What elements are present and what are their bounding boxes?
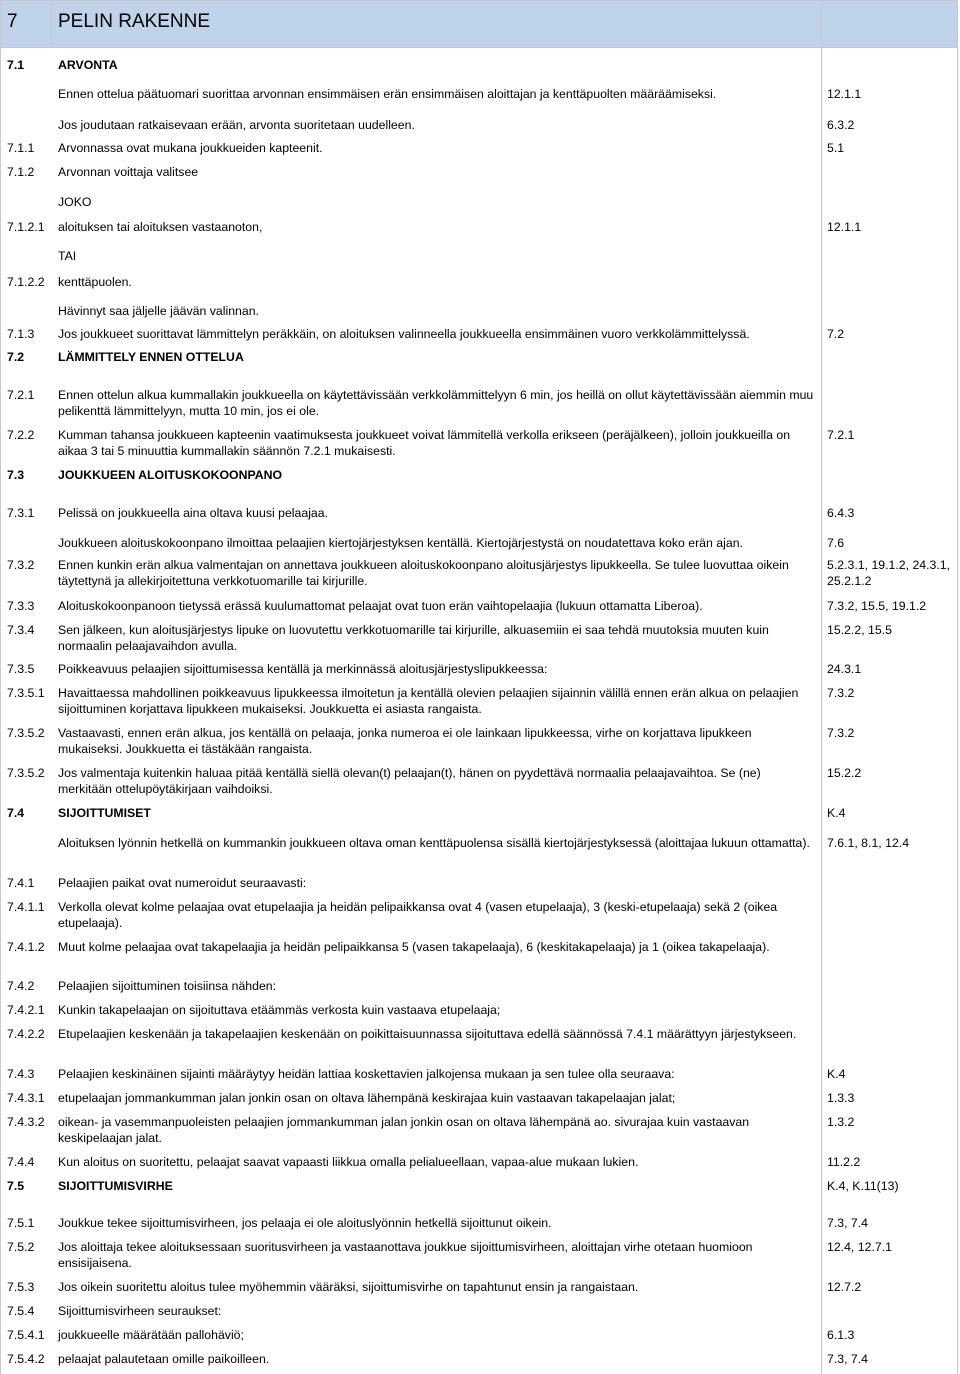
rule-number: 7.2.1 <box>7 388 35 402</box>
chapter-number: 7 <box>7 11 18 32</box>
rule-text: Etupelaajien keskenään ja takapelaajien keskenään on poikittaisuunnassa sijoituttava edellä säännössä 7.4.1 määrättyyn järjestykseen. <box>58 1027 797 1041</box>
rule-text: Ennen kunkin erän alkua valmentajan on annettava joukkueen aloituskokoonpano aloitusjärjestys lipukkeella. Se tulee luovuttaa oikein täytettynä ja allekirjoitettuna verkkotuomarille tai kirjurille. <box>58 558 789 588</box>
rule-text: SIJOITTUMISVIRHE <box>58 1179 173 1193</box>
table-border-right <box>957 46 958 1374</box>
rule-text: JOKO <box>58 195 92 209</box>
rule-text: Poikkeavuus pelaajien sijoittumisessa kentällä ja merkinnässä aloitusjärjestyslipukkeessa: <box>58 662 548 676</box>
rule-reference: 15.2.2 <box>827 766 862 780</box>
rule-number: 7.1.2.1 <box>7 220 45 234</box>
rule-text: Verkolla olevat kolme pelaajaa ovat etupelaajia ja heidän pelipaikkansa ovat 4 (vasen etupelaaja), 3 (keski-etupelaaja) sekä 2 (oikea etupelaaja). <box>58 900 778 930</box>
rule-text: kenttäpuolen. <box>58 275 132 289</box>
rule-reference: 7.2 <box>827 327 845 341</box>
rule-reference: 7.3, 7.4 <box>827 1352 869 1366</box>
rule-text: Jos joudutaan ratkaisevaan erään, arvonta suoritetaan uudelleen. <box>58 118 415 132</box>
rule-text: Hävinnyt saa jäljelle jäävän valinnan. <box>58 304 259 318</box>
rule-number: 7.4.1 <box>7 876 35 890</box>
rule-text: Vastaavasti, ennen erän alkua, jos kentällä on pelaaja, jonka numeroa ei ole lainkaan lipukkeessa, virhe on korjattava lipukkeen mukaiseksi. Joukkuetta ei tästäkään rangaista. <box>58 726 752 756</box>
rule-text: Arvonnan voittaja valitsee <box>58 165 199 179</box>
rule-reference: 7.6.1, 8.1, 12.4 <box>827 836 910 850</box>
rule-reference: 12.1.1 <box>827 87 862 101</box>
rule-reference: K.4, K.11(13) <box>827 1179 899 1193</box>
rule-reference: 7.3.2, 15.5, 19.1.2 <box>827 599 927 613</box>
column-divider-refs <box>821 46 822 1374</box>
rule-number: 7.4.2.1 <box>7 1003 45 1017</box>
rule-number: 7.3.5.2 <box>7 766 45 780</box>
rule-reference: 1.3.3 <box>827 1091 855 1105</box>
rule-text: Havaittaessa mahdollinen poikkeavuus lipukkeessa ilmoitetun ja kentällä olevien pelaajien sijainnin välillä ennen erän alkua on pelaajien sijoittuminen korjattava lipukkeen mukaiseksi. Joukkuetta ei asiasta rangaista. <box>58 686 799 716</box>
rule-text: JOUKKUEEN ALOITUSKOKOONPANO <box>58 468 283 482</box>
rule-text: Jos valmentaja kuitenkin haluaa pitää kentällä siellä olevan(t) pelaajan(t), hänen on pyydettävä normaalia pelaajavaihtoa. Se (ne) merkitään ottelupöytäkirjaan vaihdoiksi. <box>58 766 761 796</box>
rule-reference: 12.1.1 <box>827 220 862 234</box>
rule-text: Jos oikein suoritettu aloitus tulee myöhemmin vääräksi, sijoittumisvirhe on tapahtunut ensin ja rangaistaan. <box>58 1280 639 1294</box>
rule-number: 7.3.5 <box>7 662 35 676</box>
rule-reference: 6.3.2 <box>827 118 855 132</box>
rule-text: Arvonnassa ovat mukana joukkueiden kapteenit. <box>58 141 323 155</box>
rule-number: 7.4.2 <box>7 979 35 993</box>
rule-reference: 7.3, 7.4 <box>827 1216 869 1230</box>
rule-reference: 12.4, 12.7.1 <box>827 1240 892 1254</box>
rule-text: Kunkin takapelaajan on sijoituttava etäämmäs verkosta kuin vastaava etupelaaja; <box>58 1003 501 1017</box>
rule-text: ARVONTA <box>58 58 118 72</box>
chapter-header <box>0 0 958 48</box>
rule-number: 7.1.1 <box>7 141 35 155</box>
rule-text: Pelaajien sijoittuminen toisiinsa nähden: <box>58 979 277 993</box>
rule-reference: 12.7.2 <box>827 1280 862 1294</box>
rule-number: 7.3 <box>7 468 25 482</box>
rule-number: 7.1.2 <box>7 165 35 179</box>
rule-number: 7.3.5.2 <box>7 726 45 740</box>
rule-reference: 24.3.1 <box>827 662 862 676</box>
rule-text: joukkueelle määrätään pallohäviö; <box>58 1328 244 1342</box>
rule-text: Jos aloittaja tekee aloituksessaan suoritusvirheen ja vastaanottava joukkue sijoittumisvirheen, aloittajan virhe otetaan huomioon ensisijaisena. <box>58 1240 753 1270</box>
rule-number: 7.1 <box>7 58 25 72</box>
rule-reference: 5.2.3.1, 19.1.2, 24.3.1, 25.2.1.2 <box>827 558 951 588</box>
rule-number: 7.3.1 <box>7 506 35 520</box>
rule-text: Sen jälkeen, kun aloitusjärjestys lipuke on luovutettu verkkotuomarille tai kirjurille, alkuasemiin ei saa tehdä muutoksia muuten kuin normaalin pelaajavaihdon avulla. <box>58 623 769 653</box>
rule-number: 7.3.4 <box>7 623 35 637</box>
rule-number: 7.4 <box>7 806 25 820</box>
rule-text: TAI <box>58 249 77 263</box>
rule-reference: 6.1.3 <box>827 1328 855 1342</box>
rule-text: pelaajat palautetaan omille paikoilleen. <box>58 1352 270 1366</box>
rule-reference: 7.6 <box>827 536 845 550</box>
rule-reference: 6.4.3 <box>827 506 855 520</box>
rule-number: 7.5 <box>7 1179 25 1193</box>
rule-number: 7.1.2.2 <box>7 275 45 289</box>
rule-text: Sijoittumisvirheen seuraukset: <box>58 1304 222 1318</box>
rule-number: 7.1.3 <box>7 327 35 341</box>
rule-text: Pelaajien keskinäinen sijainti määräytyy heidän lattiaa koskettavien jalkojensa mukaan ja sen tulee olla seuraava: <box>58 1067 675 1081</box>
rule-text: aloituksen tai aloituksen vastaanoton, <box>58 220 263 234</box>
rule-text: Pelissä on joukkueella aina oltava kuusi pelaajaa. <box>58 506 329 520</box>
rule-reference: 1.3.2 <box>827 1115 855 1129</box>
rule-number: 7.4.2.2 <box>7 1027 45 1041</box>
rule-text: Muut kolme pelaajaa ovat takapelaajia ja heidän pelipaikkansa 5 (vasen takapelaaja), 6 (keskitakapelaaja) ja 1 (oikea takapelaaja). <box>58 940 770 954</box>
rule-number: 7.3.2 <box>7 558 35 572</box>
rule-text: Jos joukkueet suorittavat lämmittelyn peräkkäin, on aloituksen valinneella joukkueella ensimmäinen vuoro verkkolämmittelyssä. <box>58 327 750 341</box>
rule-number: 7.3.3 <box>7 599 35 613</box>
rule-text: Kumman tahansa joukkueen kapteenin vaatimuksesta joukkueet voivat lämmitellä verkolla erikseen (peräjälkeen), jolloin joukkueilla on aikaa 3 tai 5 minuuttia kummallakin säännön 7.2.1 mukaisesti. <box>58 428 791 458</box>
rule-text: Joukkue tekee sijoittumisvirheen, jos pelaaja ei ole aloituslyönnin hetkellä sijoittunut oikein. <box>58 1216 552 1230</box>
rule-number: 7.4.1.1 <box>7 900 45 914</box>
rule-number: 7.4.1.2 <box>7 940 45 954</box>
rule-number: 7.2.2 <box>7 428 35 442</box>
rule-text: Aloituskokoonpanoon tietyssä erässä kuulumattomat pelaajat ovat tuon erän vaihtopelaajia (lukuun ottamatta Liberoa). <box>58 599 703 613</box>
rule-number: 7.2 <box>7 350 25 364</box>
rule-number: 7.4.4 <box>7 1155 35 1169</box>
rule-text: Kun aloitus on suoritettu, pelaajat saavat vapaasti liikkua omalla pelialueellaan, vapaa-alue mukaan lukien. <box>58 1155 639 1169</box>
rule-text: Aloituksen lyönnin hetkellä on kummankin joukkueen oltava oman kenttäpuolensa sisällä kiertojärjestyksessä (aloittajaa lukuun ottamatta). <box>58 836 810 850</box>
rule-text: Ennen ottelua päätuomari suorittaa arvonnan ensimmäisen erän ensimmäisen aloittajan ja kenttäpuolten määräämiseksi. <box>58 87 717 101</box>
rule-reference: 11.2.2 <box>827 1155 861 1169</box>
rule-number: 7.5.4 <box>7 1304 35 1318</box>
chapter-title: PELIN RAKENNE <box>58 11 211 32</box>
rule-number: 7.5.3 <box>7 1280 35 1294</box>
rule-number: 7.4.3.2 <box>7 1115 45 1129</box>
rule-reference: 7.2.1 <box>827 428 855 442</box>
rule-text: Ennen ottelun alkua kummallakin joukkueella on käytettävissään verkkolämmittelyyn 6 min, jos heillä on ollut käytettävissään aiemmin muu pelikenttä lämmittelyyn, mutta 10 min, jos ei ole. <box>58 388 814 418</box>
rule-reference: 7.3.2 <box>827 686 855 700</box>
rule-text: Joukkueen aloituskokoonpano ilmoittaa pelaajien kiertojärjestyksen kentällä. Kiertojärjestystä on noudatettava koko erän ajan. <box>58 536 743 550</box>
rule-reference: 5.1 <box>827 141 845 155</box>
rule-reference: 7.3.2 <box>827 726 855 740</box>
rule-number: 7.5.4.1 <box>7 1328 45 1342</box>
rule-reference: K.4 <box>827 806 846 820</box>
rule-reference: K.4 <box>827 1067 846 1081</box>
rule-text: Pelaajien paikat ovat numeroidut seuraavasti: <box>58 876 307 890</box>
rule-number: 7.3.5.1 <box>7 686 45 700</box>
table-border-left <box>0 46 1 1374</box>
rule-number: 7.5.1 <box>7 1216 35 1230</box>
rule-number: 7.4.3.1 <box>7 1091 45 1105</box>
rule-text: SIJOITTUMISET <box>58 806 151 820</box>
rule-number: 7.4.3 <box>7 1067 35 1081</box>
rule-number: 7.5.2 <box>7 1240 35 1254</box>
rule-reference: 15.2.2, 15.5 <box>827 623 892 637</box>
rule-text: LÄMMITTELY ENNEN OTTELUA <box>58 350 244 364</box>
rule-number: 7.5.4.2 <box>7 1352 45 1366</box>
rule-text: oikean- ja vasemmanpuoleisten pelaajien jommankumman jalan jonkin osan on oltava lähempänä ao. sivurajaa kuin vastaavan keskipelaajan jalat. <box>58 1115 750 1145</box>
rule-text: etupelaajan jommankumman jalan jonkin osan on oltava lähempänä keskirajaa kuin vastaavan takapelaajan jalat; <box>58 1091 676 1105</box>
